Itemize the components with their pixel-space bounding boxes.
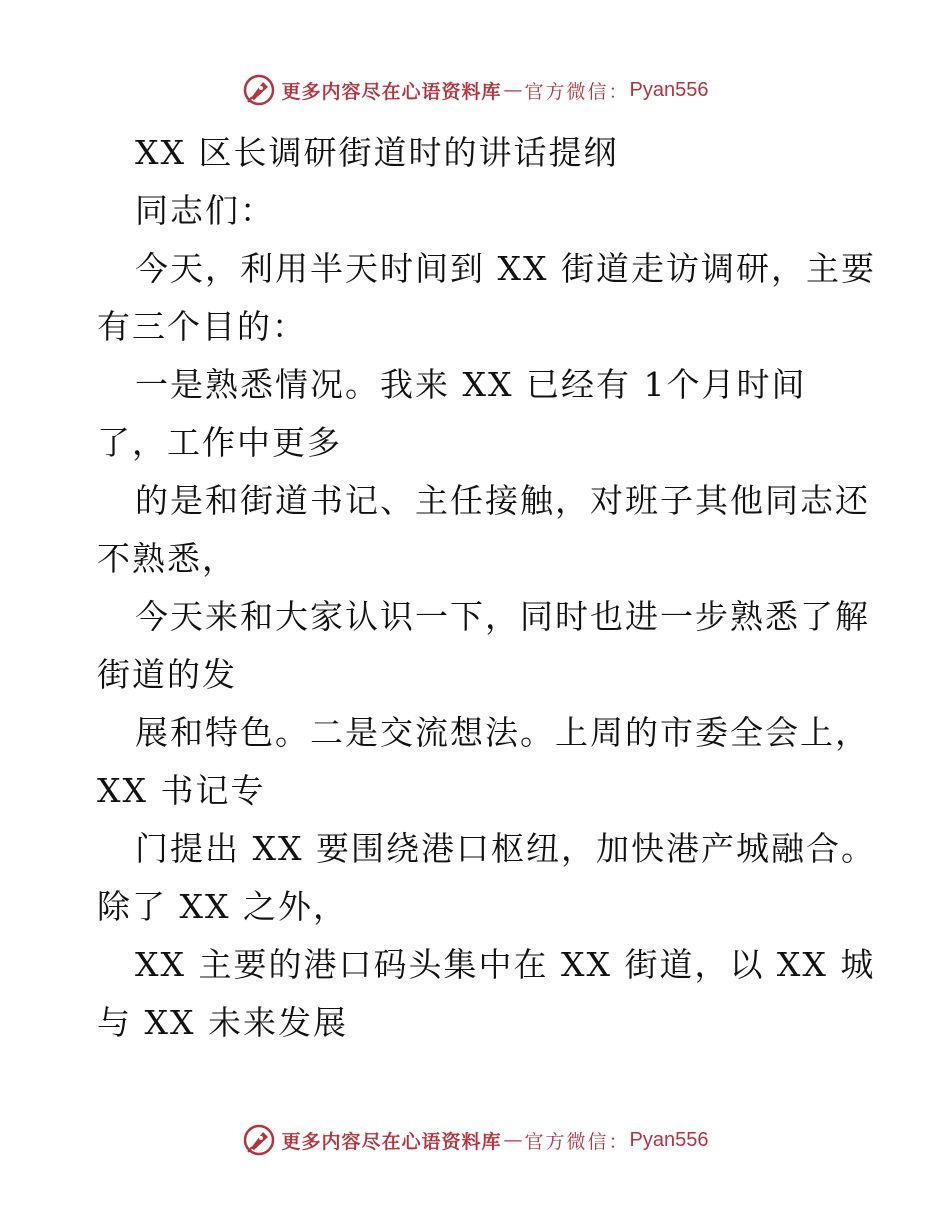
banner-wechat-label: 官方微信： — [524, 80, 630, 103]
footer-banner — [0, 1120, 950, 1160]
header-banner — [0, 70, 950, 110]
banner-main-text: 更多内容尽在心语资料库 — [281, 1130, 502, 1153]
text-line: 与 XX 未来发展 — [97, 1003, 348, 1042]
text-line: 一是熟悉情况。我来 XX 已经有 1个月时间 — [135, 365, 807, 404]
banner-dash: — — [503, 79, 523, 101]
banner-wechat-label: 官方微信： — [524, 1130, 630, 1153]
text-line: XX 书记专 — [97, 771, 266, 810]
banner-wechat-id: Pyan556 — [629, 78, 709, 101]
document-body — [97, 124, 876, 1052]
text-line: 的是和街道书记、主任接触，对班子其他同志还 — [135, 481, 870, 520]
text-line: 展和特色。二是交流想法。上周的市委全会上， — [135, 713, 870, 752]
banner-main-text: 更多内容尽在心语资料库 — [281, 80, 502, 103]
text-line: 今天，利用半天时间到 XX 街道走访调研，主要 — [135, 249, 876, 288]
text-line: 除了 XX 之外， — [97, 887, 348, 926]
pen-nib-logo-icon — [242, 1123, 276, 1157]
pen-nib-logo-icon — [242, 73, 276, 107]
text-line: 街道的发 — [97, 655, 237, 694]
banner-wechat-id: Pyan556 — [629, 1128, 709, 1151]
text-line: 不熟悉， — [97, 539, 237, 578]
text-line: XX 主要的港口码头集中在 XX 街道，以 XX 城 — [135, 945, 876, 984]
text-line: 了，工作中更多 — [97, 423, 342, 462]
document-title: XX 区长调研街道时的讲话提纲 — [135, 133, 619, 172]
text-line: 门提出 XX 要围绕港口枢纽，加快港产城融合。 — [135, 829, 876, 868]
salutation: 同志们： — [135, 191, 275, 230]
banner-dash: — — [503, 1129, 523, 1151]
text-line: 有三个目的： — [97, 307, 307, 346]
text-line: 今天来和大家认识一下，同时也进一步熟悉了解 — [135, 597, 870, 636]
